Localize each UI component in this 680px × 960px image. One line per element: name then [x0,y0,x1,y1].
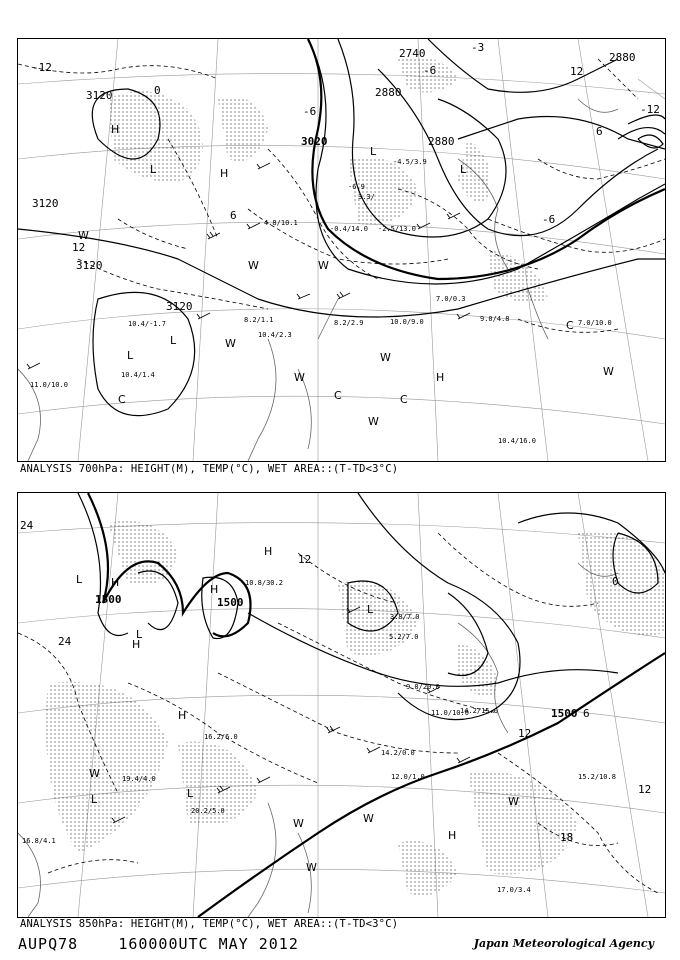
pressure-center-symbol: W [294,371,305,384]
pressure-center-symbol: W [368,415,379,428]
pressure-center-symbol: H [210,583,219,596]
pressure-center-symbol: L [91,793,98,806]
temp-label: 12 [570,65,584,78]
station-value: 10.0/9.0 [390,318,424,326]
pressure-center-symbol: W [248,259,259,272]
temp-label: -3 [471,41,485,54]
temp-label: 24 [20,519,34,532]
pressure-center-symbol: H [448,829,457,842]
pressure-center-symbol: H [111,123,120,136]
pressure-center-symbol: W [380,351,391,364]
temp-label: -6 [303,105,317,118]
temp-label: -6 [423,64,437,77]
station-value: 4.8/10.1 [264,219,298,227]
station-value: 16.2/6.0 [204,733,238,741]
pressure-center-symbol: L [136,628,143,641]
caption-700hpa: ANALYSIS 700hPa: HEIGHT(M), TEMP(°C), WET AREA::(T-TD<3°C) [20,463,399,475]
pressure-center-symbol: L [76,573,83,586]
height-label: 1500 [217,596,244,609]
pressure-center-symbol: C [400,393,408,406]
station-value: 10.4/2.3 [258,331,292,339]
height-label: 2880 [375,86,402,99]
temp-label: -12 [640,103,660,116]
station-value: -4.5/3.9 [393,158,427,166]
station-value: -0.4/14.0 [330,225,368,233]
pressure-center-symbol: C [566,319,574,332]
height-label: 3020 [301,135,328,148]
pressure-center-symbol: L [170,334,177,347]
station-value: 15.2/10.8 [578,773,616,781]
pressure-center-symbol: W [363,812,374,825]
station-value: -6.9 [348,183,365,191]
temp-label: -6 [542,213,556,226]
pressure-center-symbol: W [306,861,317,874]
pressure-center-symbol: H [111,576,120,589]
analysis-time: 160000UTC MAY 2012 [118,935,299,953]
map-850hpa [18,493,665,917]
height-label: 3120 [86,89,113,102]
temp-label: 12 [518,727,532,740]
pressure-center-symbol: W [603,365,614,378]
pressure-center-symbol: H [264,545,273,558]
caption-850hpa: ANALYSIS 850hPa: HEIGHT(M), TEMP(°C), WET AREA::(T-TD<3°C) [20,918,399,930]
pressure-center-symbol: L [370,145,377,158]
height-label: 3120 [76,259,103,272]
pressure-center-symbol: L [127,349,134,362]
map-panel-700hpa [17,38,666,462]
temp-label: 12 [298,553,312,566]
station-value: 20.2/5.0 [191,807,225,815]
pressure-center-symbol: L [187,787,194,800]
pressure-center-symbol: C [118,393,126,406]
station-value: 10.8/30.2 [245,579,283,587]
pressure-center-symbol: H [132,638,141,651]
station-value: 14.2/0.0 [381,749,415,757]
station-value: 7.0/0.3 [436,295,466,303]
station-value: 19.4/4.0 [122,775,156,783]
agency-name: Japan Meteorological Agency [473,937,654,950]
station-value: 10.4/1.4 [121,371,155,379]
station-value: 3.8/7.0 [390,613,420,621]
height-label: 1500 [551,707,578,720]
height-label-group [32,47,636,313]
station-value: 9.0/20.0 [406,683,440,691]
station-value: 7.0/10.0 [578,319,612,327]
station-value: 14.2/15.0 [460,707,498,715]
station-value: 17.0/3.4 [497,886,531,894]
temp-label: 6 [230,209,237,222]
pressure-center-symbol: W [78,229,89,242]
height-label: 1500 [95,593,122,606]
pressure-center-symbol: W [89,767,100,780]
pressure-center-symbol: H [178,709,187,722]
station-value: 8.2/1.1 [244,316,274,324]
chart-id-and-time [18,935,299,953]
pressure-center-symbol: W [225,337,236,350]
station-value: 10.4/-1.7 [128,320,166,328]
pressure-center-symbol: H [220,167,229,180]
station-value: -2.5/13.0 [378,225,416,233]
station-value: 9.0/4.8 [480,315,510,323]
map-700hpa [18,39,665,461]
pressure-center-symbol: W [508,795,519,808]
temp-label: -12 [32,61,52,74]
station-value: 8.2/2.9 [334,319,364,327]
height-label: 2880 [609,51,636,64]
temp-label: 0 [612,575,619,588]
station-value: 5.2/7.0 [389,633,419,641]
height-label: 3120 [166,300,193,313]
temp-label: 12 [638,783,652,796]
temp-label: 18 [560,831,574,844]
height-label: 2740 [399,47,426,60]
station-value: 11.0/10.0 [30,381,68,389]
pressure-center-symbol: W [293,817,304,830]
pressure-center-symbol: L [150,163,157,176]
temp-label: 24 [58,635,72,648]
height-label: 3120 [32,197,59,210]
station-value: 16.8/4.1 [22,837,56,845]
temp-label: 6 [596,125,603,138]
temp-label: 6 [583,707,590,720]
height-label: 2880 [428,135,455,148]
temp-label: 12 [72,241,86,254]
station-value: 12.0/1.0 [391,773,425,781]
pressure-center-symbol: L [367,603,374,616]
pressure-center-symbol: H [436,371,445,384]
station-value: 3.3/ [358,193,375,201]
pressure-center-symbol: C [334,389,342,402]
pressure-center-symbol: W [318,259,329,272]
pressure-center-symbol: L [460,163,467,176]
station-value: 11.0/10.0 [431,709,469,717]
chart-code: AUPQ78 [18,935,79,953]
station-value: 10.4/16.0 [498,437,536,445]
temp-label: 0 [154,84,161,97]
map-panel-850hpa [17,492,666,918]
